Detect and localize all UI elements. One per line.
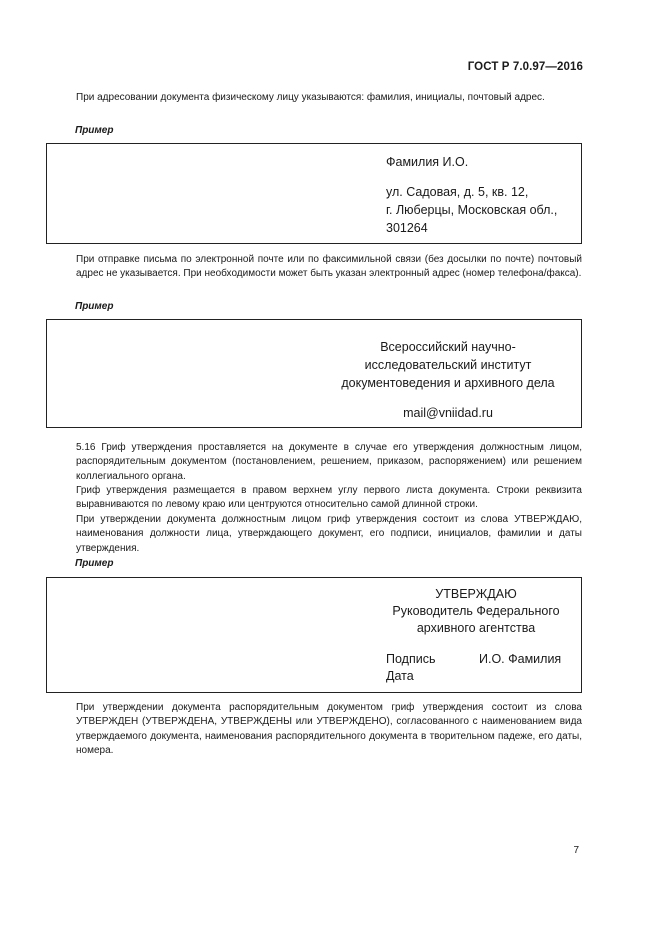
paragraph-5 <box>46 513 582 556</box>
paragraph-6 <box>46 701 582 758</box>
org-email: mail@vniidad.ru <box>403 406 493 420</box>
example-label: Пример <box>75 558 114 569</box>
approver-position-line-2: архивного агентства <box>416 621 536 635</box>
paragraph-text: При отправке письма по электронной почте или по факсимильной связи (без досылки по почте) почтовый адрес не указывается. При необходимости может быть указан электронный адрес (номер телефона/факса). <box>76 254 582 280</box>
example-box-address <box>46 143 582 244</box>
org-line-2: исследовательский институт <box>364 358 532 372</box>
paragraph-text: Гриф утверждения размещается в правом верхнем углу первого листа документа. Строки реквизита выравниваются по левому краю или центруются относительно самой длинной строки. <box>76 485 582 511</box>
example-box-organization <box>46 319 582 428</box>
org-line-3: документоведения и архивного дела <box>341 376 555 390</box>
date-label: Дата <box>386 669 414 683</box>
example-box-approval <box>46 577 582 693</box>
address-line-2: г. Люберцы, Московская обл., <box>386 203 558 217</box>
paragraph-3 <box>46 441 582 484</box>
page-number: 7 <box>573 845 579 856</box>
recipient-name: Фамилия И.О. <box>386 155 469 169</box>
paragraph-text: 5.16 Гриф утверждения проставляется на документе в случае его утверждения должностным лицом, распорядительным документом (постановлением, решением, приказом, распоряжением) или решением коллегиального органа. <box>76 442 582 482</box>
example-label: Пример <box>75 301 114 312</box>
paragraph-text: При утверждении документа должностным лицом гриф утверждения состоит из слова УТВЕРЖДАЮ, наименования должности лица, утверждающего документ, его подписи, инициалов, фамилии и даты утверждения. <box>76 514 582 554</box>
paragraph-1 <box>46 91 582 105</box>
address-line-1: ул. Садовая, д. 5, кв. 12, <box>386 185 529 199</box>
org-line-1: Всероссийский научно- <box>380 340 516 354</box>
approver-position-line-1: Руководитель Федерального <box>392 604 560 618</box>
address-line-3: 301264 <box>386 221 428 235</box>
example-label: Пример <box>75 125 114 136</box>
signer-name: И.О. Фамилия <box>479 652 562 666</box>
paragraph-text: При утверждении документа распорядительным документом гриф утверждения состоит из слова УТВЕРЖДЕН (УТВЕРЖДЕНА, УТВЕРЖДЕНЫ или УТВЕРЖДЕНО), согласованного с наименованием вида утверждаемого документа, наименования распорядительного документа в творительном падеже, его даты, номера. <box>76 702 582 756</box>
paragraph-4 <box>46 484 582 513</box>
signature-label: Подпись <box>386 652 436 666</box>
document-code: ГОСТ Р 7.0.97—2016 <box>467 61 583 73</box>
paragraph-2 <box>46 253 582 282</box>
paragraph-text: При адресовании документа физическому лицу указываются: фамилия, инициалы, почтовый адрес. <box>76 92 545 103</box>
approval-word: УТВЕРЖДАЮ <box>435 587 517 601</box>
